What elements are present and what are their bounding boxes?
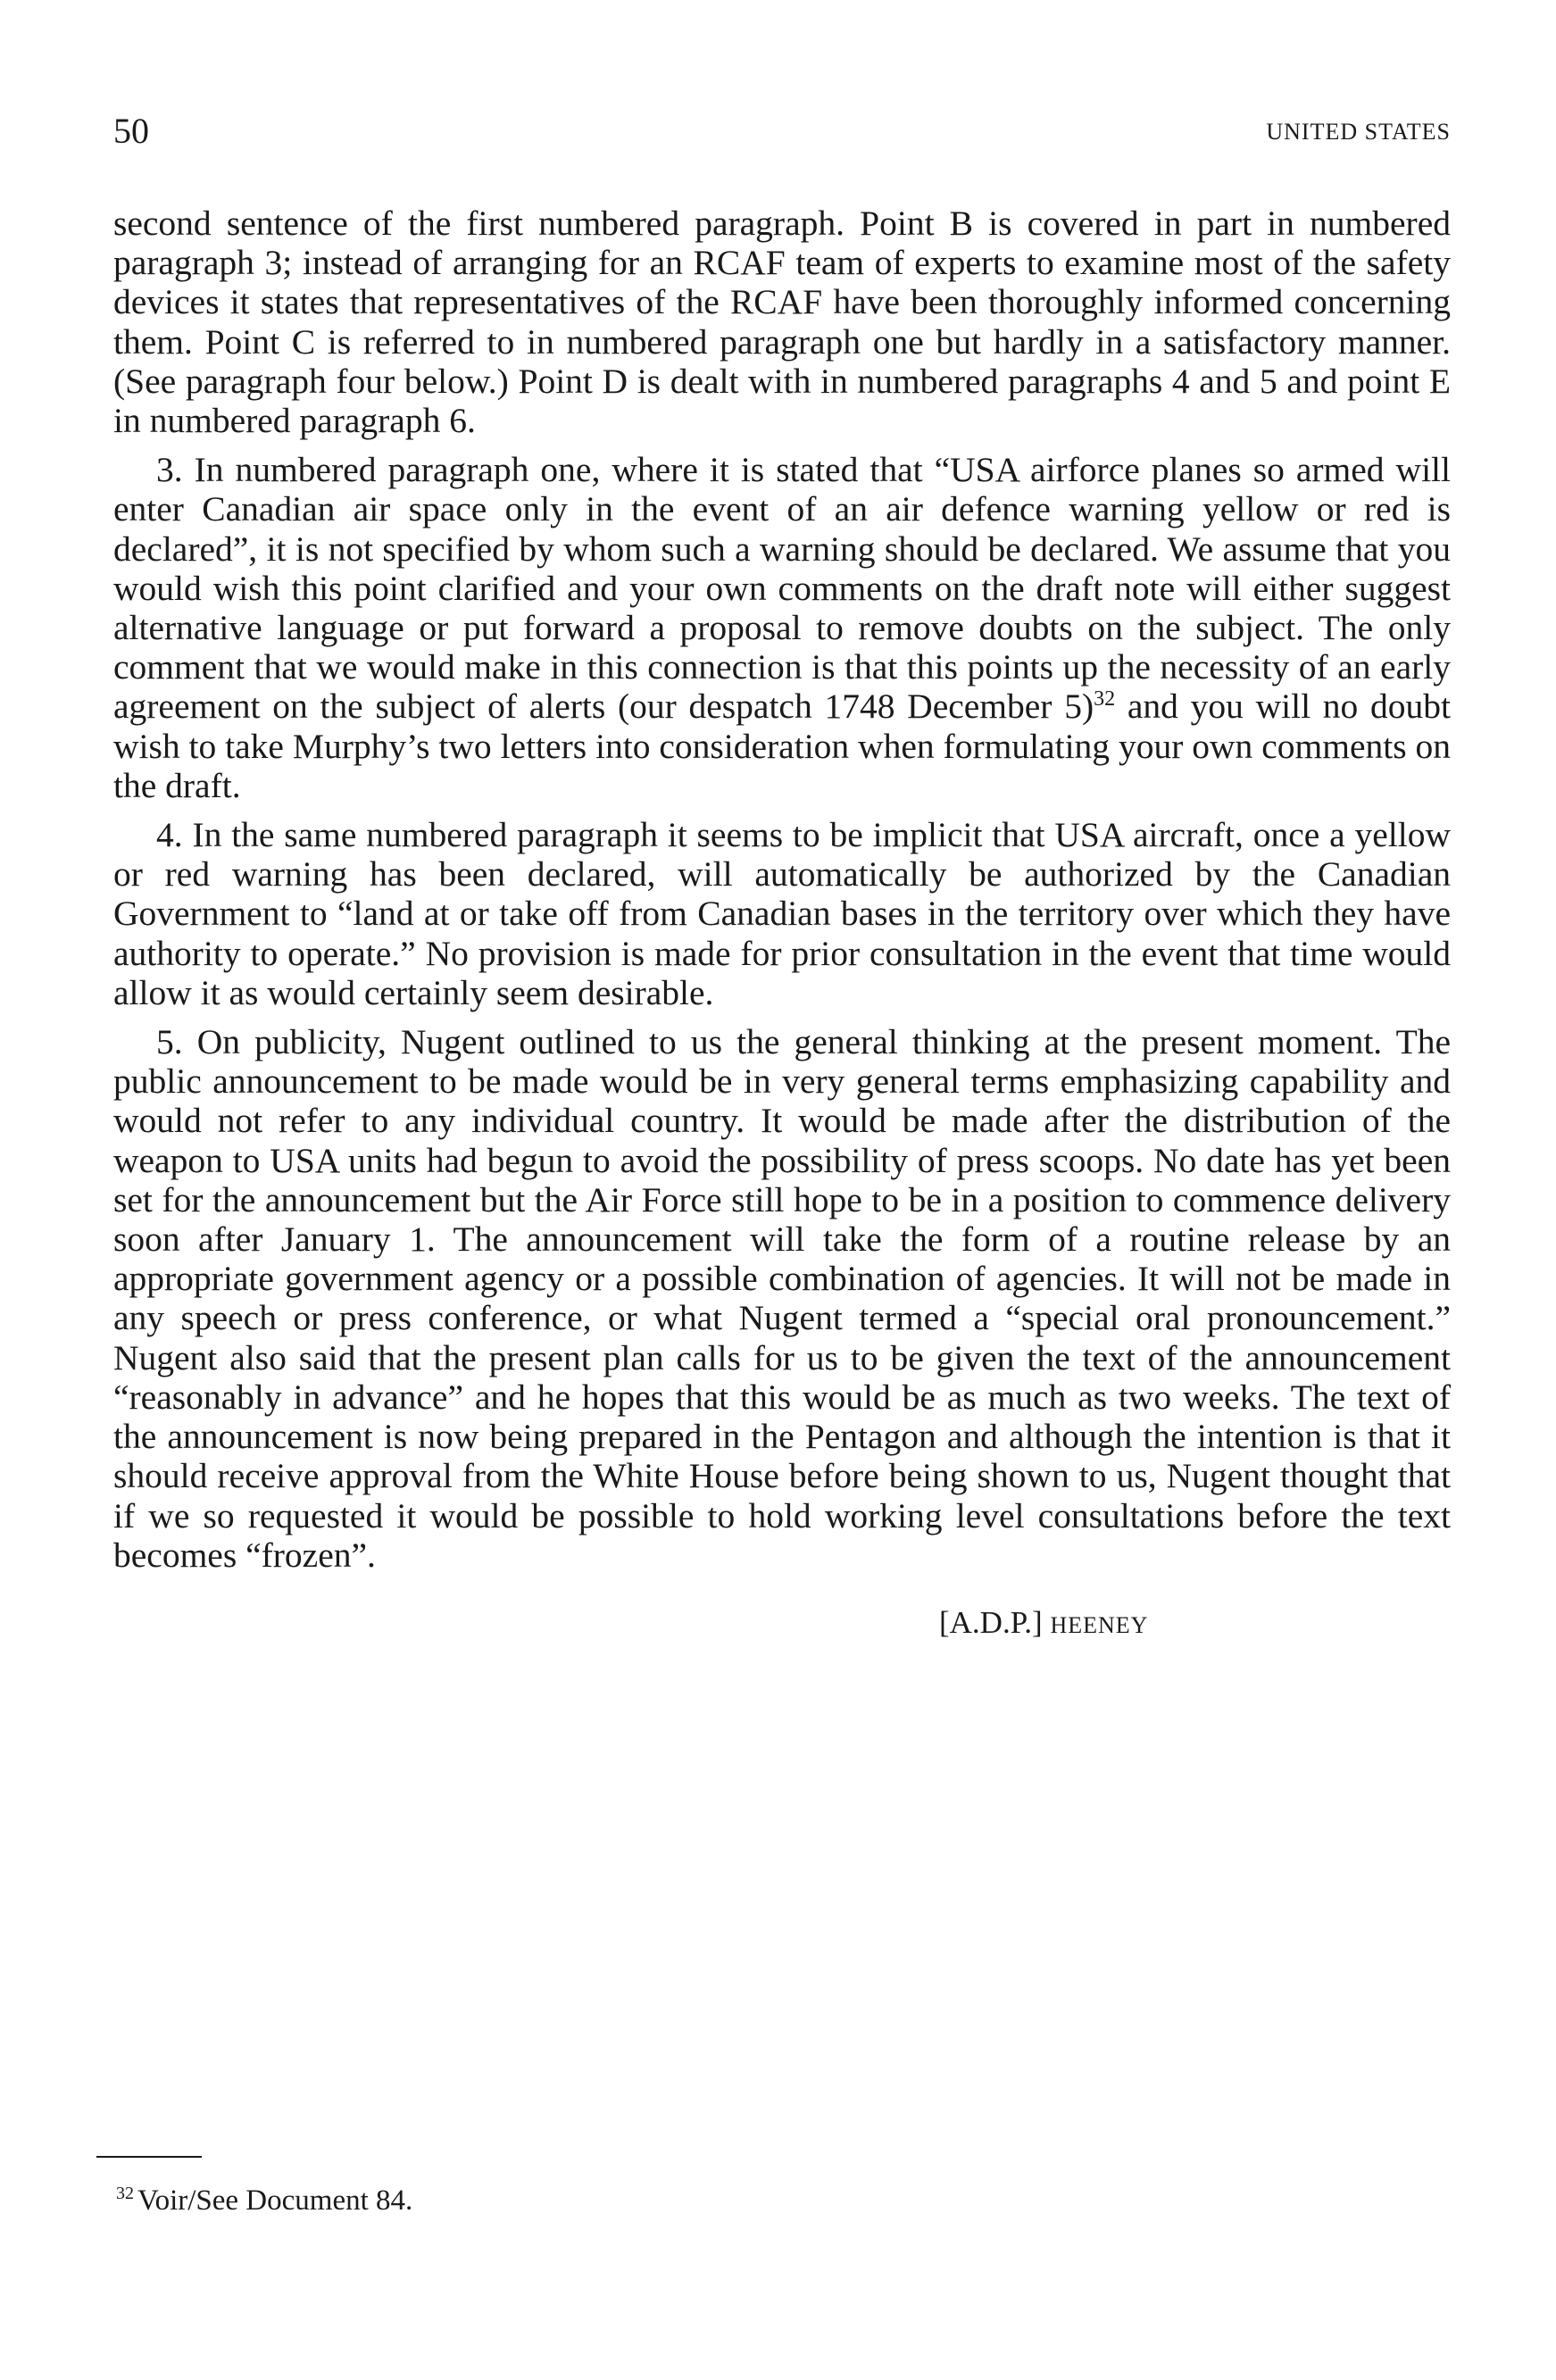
footnote [116,2183,412,2218]
paragraph-3 [113,450,1451,805]
running-head [113,109,1451,154]
page-number: 50 [113,111,149,151]
signature-surname: HEENEY [1050,1612,1149,1638]
footnote-divider [96,2156,202,2158]
body-text [113,204,1451,1585]
paragraph-3-text-end: and you will no doubt wish to take Murphy’s two letters into consideration when formulating your own comments on the draft. [113,687,1451,805]
paragraph-3-text-start: 3. In numbered paragraph one, where it is stated that “USA airforce planes so armed will enter Canadian air space only in the event of an air defence warning yellow or red is declared”, it is not specified by whom such a warning should be declared. We assume that you would wish this point clarified and your own comments on the draft note will either suggest alternative language or put forward a proposal to remove doubts on the subject. The only comment that we would make in this connection is that this points up the necessity of an early agreement on the subject of alerts (our despatch 1748 December 5) [113,450,1451,727]
footnote-number: 32 [116,2184,134,2203]
paragraph-5: 5. On publicity, Nugent outlined to us the general thinking at the present moment. The public announcement to be made would be in very general terms emphasizing capability and would not refer to any individual country. It would be made after the distribution of the weapon to USA units had begun to avoid the possibility of press scoops. No date has yet been set for the announcement but the Air Force still hope to be in a position to commence delivery soon after January 1. The announcement will take the form of a routine release by an appropriate government agency or a possible combination of agencies. It will not be made in any speech or press conference, or what Nugent termed a “special oral pronouncement.” Nugent also said that the present plan calls for us to be given the text of the announcement “reasonably in advance” and he hopes that this would be as much as two weeks. The text of the announcement is now being prepared in the Pentagon and although the intention is that it should receive approval from the White House before being shown to us, Nugent thought that if we so requested it would be possible to hold working level consultations before the text becomes “frozen”. [113,1022,1451,1575]
signature-initials: [A.D.P.] [939,1605,1043,1640]
paragraph-4: 4. In the same numbered paragraph it seems to be implicit that USA aircraft, once a yellow or red warning has been declared, will automatically be authorized by the Canadian Government to “land at or take off from Canadian bases in the territory over which they have authority to operate.” No provision is made for prior consultation in the event that time would allow it as would certainly seem desirable. [113,815,1451,1012]
section-title: UNITED STATES [1266,119,1451,145]
paragraph-continued: second sentence of the first numbered paragraph. Point B is covered in part in numbered paragraph 3; instead of arranging for an RCAF team of experts to examine most of the safety devices it states that representatives of the RCAF have been thoroughly informed concerning them. Point C is referred to in numbered paragraph one but hardly in a satisfactory manner. (See paragraph four below.) Point D is dealt with in numbered paragraphs 4 and 5 and point E in numbered paragraph 6. [113,204,1451,441]
footnote-text: Voir/See Document 84. [137,2184,413,2217]
footnote-reference: 32 [1094,687,1116,712]
signature [939,1603,1148,1645]
